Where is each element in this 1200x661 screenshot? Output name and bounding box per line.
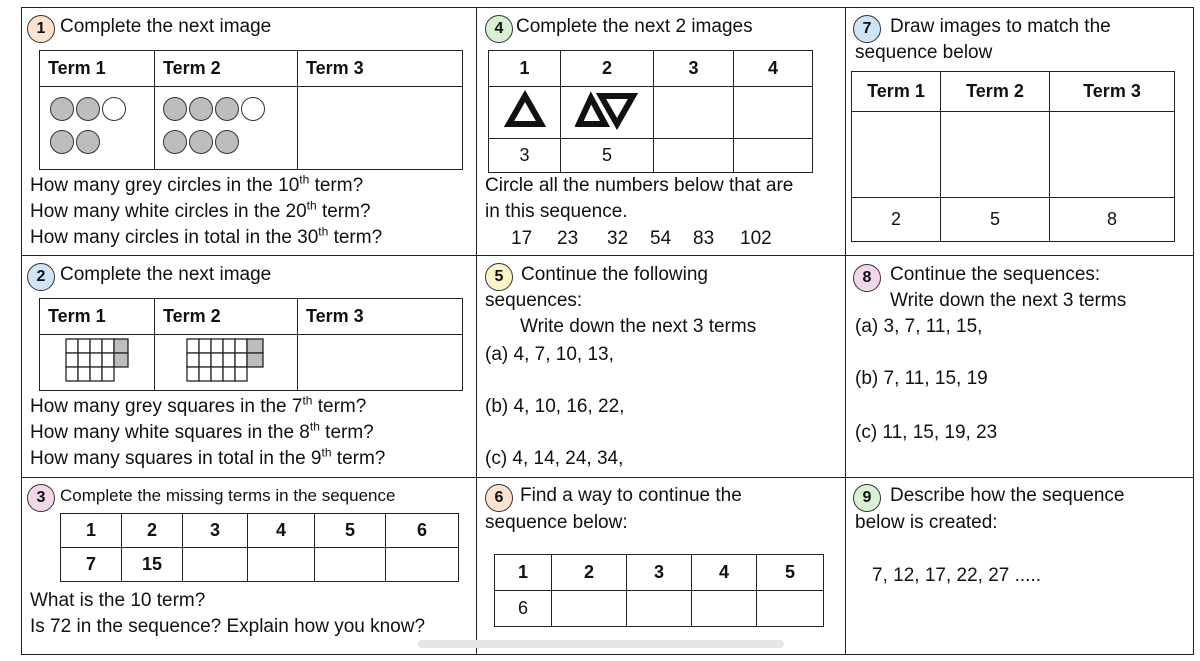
- term-drawing-blank[interactable]: [852, 112, 941, 198]
- question-title-continued: sequence below: [855, 42, 993, 63]
- sequence-a: (a) 4, 7, 10, 13,: [485, 344, 614, 365]
- term-value: 5: [941, 198, 1050, 242]
- term-table: [39, 298, 463, 391]
- question-number: 3: [27, 484, 55, 512]
- term-blank[interactable]: [654, 139, 734, 173]
- grey-circle: [189, 130, 213, 154]
- position-header: 3: [183, 514, 248, 548]
- question-title: Find a way to continue the: [520, 485, 742, 506]
- term-blank[interactable]: [627, 591, 692, 627]
- term-table: [851, 71, 1175, 242]
- question-number: 2: [27, 263, 55, 291]
- question-line: How many squares in total in the 9th term?: [30, 445, 386, 469]
- sequence-c: (c) 4, 14, 24, 34,: [485, 448, 624, 469]
- position-header: 1: [495, 555, 552, 591]
- term-header: Term 3: [298, 299, 463, 335]
- sequence-table: [60, 513, 459, 582]
- term-blank[interactable]: [654, 87, 734, 139]
- question-title: Continue the following: [521, 264, 708, 285]
- question-title: Complete the next image: [60, 264, 272, 285]
- question-number: 1: [27, 15, 55, 43]
- position-header: 1: [489, 51, 561, 87]
- sequence: 7, 12, 17, 22, 27 .....: [872, 565, 1042, 586]
- term-value: 8: [1050, 198, 1175, 242]
- term-1-image: [40, 335, 155, 391]
- term-value: 15: [122, 548, 183, 582]
- term-drawing-blank[interactable]: [1050, 112, 1175, 198]
- question-title: Complete the next image: [60, 16, 272, 37]
- question-title-continued: sequences:: [485, 290, 583, 311]
- question-number: 8: [853, 264, 881, 292]
- term-3-blank[interactable]: [298, 87, 463, 170]
- position-header: 5: [315, 514, 386, 548]
- term-blank[interactable]: [315, 548, 386, 582]
- term-value: 5: [561, 139, 654, 173]
- term-2-image: [155, 87, 298, 170]
- grey-circle: [163, 97, 187, 121]
- term-blank[interactable]: [183, 548, 248, 582]
- question-4: [478, 8, 844, 254]
- column-divider: [476, 7, 477, 655]
- grey-circle: [76, 130, 100, 154]
- term-header: Term 1: [40, 51, 155, 87]
- term-blank[interactable]: [734, 87, 813, 139]
- sequence-b: (b) 4, 10, 16, 22,: [485, 396, 625, 417]
- position-header: 4: [734, 51, 813, 87]
- question-number: 6: [485, 484, 513, 512]
- question-line: What is the 10 term?: [30, 590, 206, 611]
- question-number: 5: [485, 263, 513, 291]
- question-line: Is 72 in the sequence? Explain how you know?: [30, 616, 426, 637]
- sequence-c: (c) 11, 15, 19, 23: [855, 422, 998, 443]
- question-title: Draw images to match the: [890, 16, 1111, 37]
- term-blank[interactable]: [692, 591, 757, 627]
- sequence-b: (b) 7, 11, 15, 19: [855, 368, 988, 389]
- question-5: [478, 256, 844, 476]
- question-number: 9: [853, 484, 881, 512]
- question-title-continued: below is created:: [855, 512, 998, 533]
- grey-circle: [50, 130, 74, 154]
- instruction: Write down the next 3 terms: [520, 316, 757, 337]
- grey-circle: [215, 130, 239, 154]
- square-grid-image: [185, 337, 267, 383]
- question-title: Describe how the sequence: [890, 485, 1125, 506]
- position-header: 5: [757, 555, 824, 591]
- term-3-blank[interactable]: [298, 335, 463, 391]
- question-line: How many white circles in the 20th term?: [30, 198, 371, 222]
- question-line: Circle all the numbers below that are: [485, 175, 794, 196]
- term-blank[interactable]: [757, 591, 824, 627]
- white-circle: [102, 97, 126, 121]
- number-choice[interactable]: 102: [740, 228, 772, 249]
- sequence-table: [494, 554, 824, 627]
- question-line: How many circles in total in the 30th term?: [30, 224, 383, 248]
- grey-circle: [215, 97, 239, 121]
- question-line: How many grey squares in the 7th term?: [30, 393, 367, 417]
- term-2-image: [155, 335, 298, 391]
- term-blank[interactable]: [734, 139, 813, 173]
- grey-circle: [189, 97, 213, 121]
- term-value: 3: [489, 139, 561, 173]
- grey-circle: [163, 130, 187, 154]
- question-8: [847, 256, 1193, 476]
- position-header: 4: [692, 555, 757, 591]
- term-blank[interactable]: [386, 548, 459, 582]
- question-line: How many grey circles in the 10th term?: [30, 172, 364, 196]
- term-1-image: [40, 87, 155, 170]
- number-choice[interactable]: 23: [557, 228, 579, 249]
- column-divider: [845, 7, 846, 655]
- position-header: 1: [61, 514, 122, 548]
- number-choice[interactable]: 32: [607, 228, 629, 249]
- two-triangles-icon: [575, 90, 639, 130]
- term-header: Term 3: [1050, 72, 1175, 112]
- term-1-image: [489, 87, 561, 139]
- position-header: 3: [654, 51, 734, 87]
- term-blank[interactable]: [552, 591, 627, 627]
- triangle-icon: [503, 90, 547, 130]
- question-title: Continue the sequences:: [890, 264, 1101, 285]
- instruction: Write down the next 3 terms: [890, 290, 1127, 311]
- term-header: Term 2: [155, 51, 298, 87]
- white-circle: [241, 97, 265, 121]
- term-value: 6: [495, 591, 552, 627]
- term-header: Term 1: [40, 299, 155, 335]
- term-drawing-blank[interactable]: [941, 112, 1050, 198]
- horizontal-scrollbar[interactable]: [418, 640, 784, 648]
- question-title: Complete the missing terms in the sequence: [60, 486, 396, 505]
- question-6: [478, 478, 844, 654]
- question-7: [847, 8, 1193, 254]
- number-choice[interactable]: 83: [693, 228, 715, 249]
- number-choice[interactable]: 54: [650, 228, 672, 249]
- sequence-a: (a) 3, 7, 11, 15,: [855, 316, 983, 337]
- position-header: 6: [386, 514, 459, 548]
- term-blank[interactable]: [248, 548, 315, 582]
- question-1: [22, 8, 475, 254]
- question-number: 4: [485, 15, 513, 43]
- term-value: 7: [61, 548, 122, 582]
- position-header: 2: [122, 514, 183, 548]
- term-header: Term 2: [941, 72, 1050, 112]
- question-line: in this sequence.: [485, 201, 628, 222]
- term-value: 2: [852, 198, 941, 242]
- question-3: [22, 478, 475, 654]
- term-2-image: [561, 87, 654, 139]
- term-header: Term 3: [298, 51, 463, 87]
- number-choice[interactable]: 17: [511, 228, 533, 249]
- question-line: How many white squares in the 8th term?: [30, 419, 374, 443]
- question-9: [847, 478, 1193, 654]
- sequence-table: [488, 50, 813, 173]
- term-table: [39, 50, 463, 170]
- question-2: [22, 256, 475, 476]
- grey-circle: [50, 97, 74, 121]
- question-title: Complete the next 2 images: [516, 16, 753, 37]
- term-header: Term 1: [852, 72, 941, 112]
- question-number: 7: [853, 15, 881, 43]
- position-header: 2: [561, 51, 654, 87]
- term-header: Term 2: [155, 299, 298, 335]
- grey-circle: [76, 97, 100, 121]
- square-grid-image: [64, 337, 130, 383]
- position-header: 3: [627, 555, 692, 591]
- position-header: 2: [552, 555, 627, 591]
- position-header: 4: [248, 514, 315, 548]
- question-title-continued: sequence below:: [485, 512, 628, 533]
